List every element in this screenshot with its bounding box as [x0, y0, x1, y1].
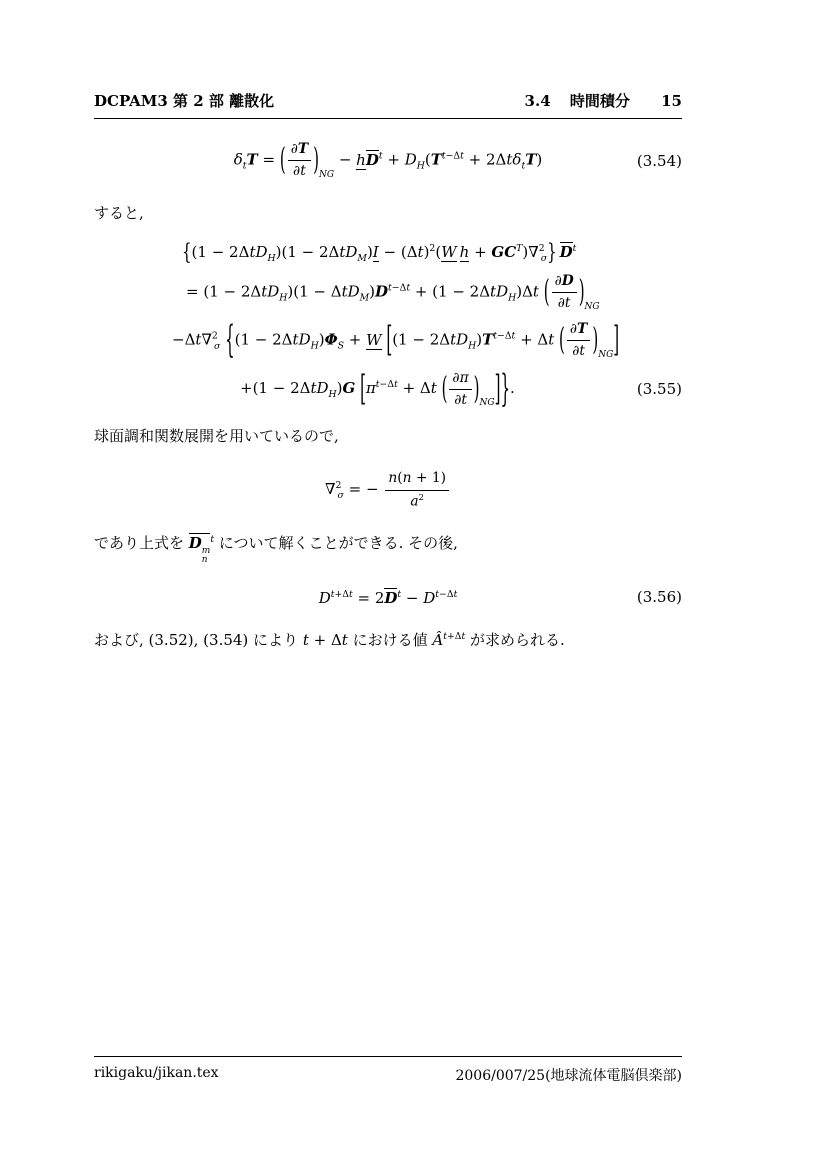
equation-355	[94, 238, 682, 411]
equation-356-number: (3.56)	[636, 588, 682, 607]
footer-date: 2006/007/25(地球流体電脳倶楽部)	[455, 1068, 682, 1084]
paragraph-spherical: 球面調和関数展開を用いているので,	[94, 427, 339, 446]
paragraph-suruto: すると,	[94, 204, 144, 223]
page-content	[94, 90, 682, 662]
header-running-title: DCPAM3 第 2 部 離散化	[94, 92, 275, 110]
equation-355-line-3: −Δt∇$^2_\sigma$ {$(1 - 2\Delta tD_H)\Phi_S + W$ [$(1 - 2\Delta tD_H)T^{t-\Delta t} + \Delta t$ ( $\frac{\partial T}{\partial t}$ )$_{NG}$]	[172, 317, 620, 363]
header-section-title: 時間積分	[569, 92, 630, 110]
page-header	[94, 90, 682, 119]
equation-355-line-2: = $(1 - 2\Delta tD_H)(1 - \Delta tD_M)D^{t-\Delta t} + (1 - 2\Delta tD_H)\Delta t$ ( $\frac{\partial D}{\partial t}$ )$_{NG}$	[186, 272, 600, 312]
page-number: 15	[661, 92, 682, 110]
equation-354-math: $\delta_tT$ = ( $\frac{\partial T}{\partial t}$ )$_{NG} - hD^t + D_H(T^{t-\Delta t} + 2\Delta t\delta_tT)$	[233, 141, 543, 180]
paragraph-solve: であり上式を D m n $^t$ について解くことができる. その後,	[94, 534, 458, 566]
paragraph-final: および, (3.52), (3.54) により t + Δt における値 $Â^{t+\Delta t}$ が求められる.	[94, 631, 565, 650]
equation-354	[94, 141, 682, 180]
header-section-info	[511, 90, 682, 111]
equation-laplacian	[94, 470, 682, 510]
footer-filename: rikigaku/jikan.tex	[94, 1065, 219, 1081]
equation-356-math: $D^{t+\Delta t} = 2D^t - D^{t-\Delta t}$	[318, 588, 458, 607]
header-section-number: 3.4	[524, 92, 551, 110]
equation-356	[94, 588, 682, 607]
equation-355-line-1: {$(1 - 2\Delta tD_H)(1 - 2\Delta tD_M)I - (\Delta t)^2(W$ $h + GC^T)\nabla^2_\sigma$} $D^t$	[182, 238, 577, 266]
equation-355-line-4	[240, 365, 682, 411]
equation-laplacian-math: ∇$^2_\sigma$ = − $\frac{n(n + 1)}{a^2}$	[94, 470, 682, 510]
equation-354-number: (3.54)	[636, 151, 682, 170]
page-footer	[94, 1056, 682, 1085]
equation-355-number: (3.55)	[636, 380, 682, 399]
equation-355-line-4-math: +(1 − 2ΔtD$_H$)G [$\pi^{t-\Delta t} + \Delta t$ ( $\frac{\partial\pi}{\partial t}$ )$_{NG}$]}.	[240, 365, 515, 411]
